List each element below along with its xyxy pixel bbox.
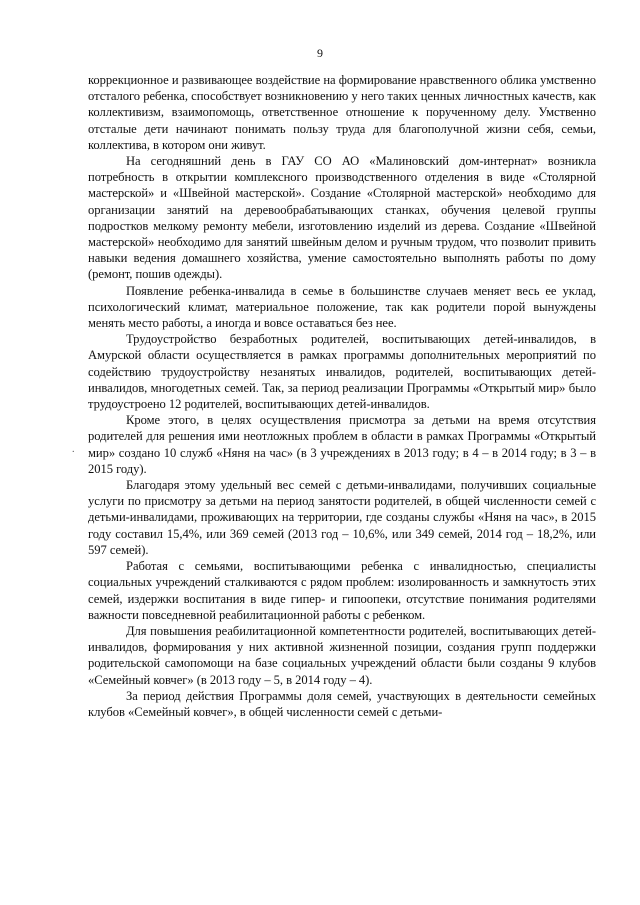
margin-mark: .	[72, 444, 75, 455]
paragraph-program-share: За период действия Программы доля семей, участвующих в деятельности семейных клубов «Семейный ковчег», в общей численности семей с детьми-	[88, 688, 596, 719]
paragraph-nanny-services: Кроме этого, в целях осуществления присмотра за детьми на время отсутствия родителей для решения ими неотложных проблем в области в рамках Программы «Открытый мир» создано 10 служб «Няня на час» (в 3 учреждениях в 2013 году; в 4 – в 2014 году; в 3 – в 2015 году).	[88, 413, 596, 476]
paragraph-continuation: коррекционное и развивающее воздействие на формирование нравственного облика умственно отсталого ребенка, способствует возникновению у него таких ценных личностных качеств, как коллективизм, взаимопомощь, ответственное отношение к порученному делу. Умственно отсталые дети начинают понимать пользу труда для благополучной жизни себя, семьи, коллектива, в котором они живут.	[88, 73, 596, 152]
page-number: 9	[317, 46, 323, 60]
document-body	[88, 72, 596, 720]
paragraph-statistics: Благодаря этому удельный вес семей с детьми-инвалидами, получивших социальные услуги по присмотру за детьми на период занятости родителей, в общей численности семей с детьми-инвалидами, проживающих на территории, где созданы службы «Няня на час», в 2015 году составил 15,4%, или 369 семей (2013 год – 10,6%, или 349 семей, 2014 год – 18,2%, или 597 семей).	[88, 478, 596, 557]
paragraph-family-clubs: Для повышения реабилитационной компетентности родителей, воспитывающих детей-инвалидов, формирования у них активной жизненной позиции, создания групп поддержки родительской самопомощи на базе социальных учреждений области были созданы 9 клубов «Семейный ковчег» (в 2013 году – 5, в 2014 году – 4).	[88, 623, 596, 687]
paragraph-problems: Работая с семьями, воспитывающими ребенка с инвалидностью, специалисты социальных учреждений сталкиваются с рядом проблем: изолированность и замкнутость этих семей, издержки воспитания в виде гипер- и гипоопеки, отсутствие понимания родителями важности повседневной реабилитационной работы с ребенком.	[88, 559, 596, 622]
paragraph-family-impact: Появление ребенка-инвалида в семье в большинстве случаев меняет весь ее уклад, психологический климат, материальное положение, так как родители порой вынуждены менять место работы, а иногда и вовсе оставаться без нее.	[88, 283, 596, 331]
paragraph-employment: Трудоустройство безработных родителей, воспитывающих детей-инвалидов, в Амурской области осуществляется в рамках программы дополнительных мероприятий по содействию трудоустройству незанятых инвалидов, родителей, воспитывающих детей-инвалидов, многодетных семей. Так, за период реализации Программы «Открытый мир» было трудоустроено 12 родителей, воспитывающих детей-инвалидов.	[88, 332, 596, 412]
paragraph-workshops: На сегодняшний день в ГАУ СО АО «Малиновский дом-интернат» возникла потребность в открытии комплексного производственного отделения в виде «Столярной мастерской» и «Швейной мастерской». Создание «Столярной мастерской» необходимо для организации занятий на деревообрабатывающих станках, обучения целевой группы подростков мелкому ремонту мебели, изготовлению изделий из дерева. Создание «Швейной мастерской» необходимо для занятий швейным делом и ручным трудом, что позволит привить навыки ведения домашнего хозяйства, умение самостоятельно выполнять работы по дому (ремонт, пошив одежды).	[88, 154, 596, 282]
